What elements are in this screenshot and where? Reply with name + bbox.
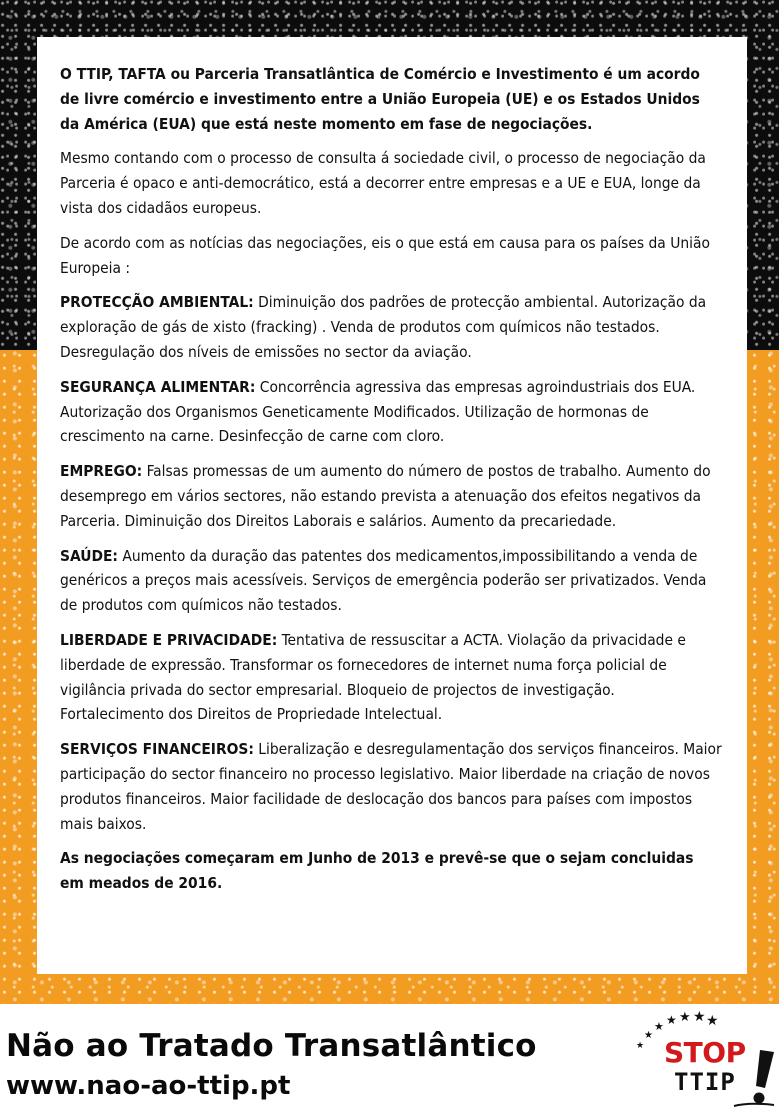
section-environment — [60, 290, 722, 364]
section-text: Liberalização e desregulamentação dos serviços financeiros. Maior participação do sector financeiro no processo legislativo. Maior liberdade na criação de novos produtos financeiros. Maior facilidade de deslocação dos bancos para países com impostos mais baixos. — [60, 740, 722, 833]
section-text: Falsas promessas de um aumento do número de postos de trabalho. Aumento do desemprego em vários sectores, não estando prevista a atenuação dos efeitos negativos da Parceria. Diminuição dos Direitos Laborais e salários. Aumento da precariedade. — [60, 462, 711, 530]
stop-ttip-logo — [634, 1008, 779, 1114]
svg-text:★: ★ — [654, 1020, 664, 1033]
document-body — [60, 62, 722, 906]
svg-text:★: ★ — [693, 1009, 706, 1025]
section-label: SEGURANÇA ALIMENTAR: — [60, 377, 256, 396]
section-text: Tentativa de ressuscitar a ACTA. Violação da privacidade e liberdade de expressão. Transformar os fornecedores de internet numa força policial de vigilância privada do sector empresarial. Bloqueio de projectos de investigação. Fortalecimento dos Direitos de Propriedade Intelectual. — [60, 630, 686, 724]
section-label: EMPREGO: — [60, 462, 143, 481]
closing-paragraph: As negociações começaram em Junho de 2013 e prevê-se que o sejam concluidas em meados de 2016. — [60, 849, 694, 893]
footer-url[interactable]: www.nao-ao-ttip.pt — [6, 1071, 291, 1101]
section-financial-services — [60, 737, 722, 836]
section-health — [60, 544, 722, 618]
footer-title: Não ao Tratado Transatlântico — [6, 1028, 537, 1064]
logo-ttip-text: TTIP — [674, 1068, 736, 1096]
svg-text:★: ★ — [679, 1010, 691, 1025]
paragraph-consultation: Mesmo contando com o processo de consulta á sociedade civil, o processo de negociação da Parceria é opaco e anti-democrático, está a decorrer entre empresas e a UE e EUA, longe da vista dos cidadãos europeus. — [60, 149, 706, 217]
svg-text:★: ★ — [666, 1013, 677, 1027]
paragraph-at-stake: De acordo com as notícias das negociações, eis o que está em causa para os países da União Europeia : — [60, 233, 710, 277]
section-label: SERVIÇOS FINANCEIROS: — [60, 740, 254, 759]
section-label: PROTECÇÃO AMBIENTAL: — [60, 293, 254, 312]
section-text: Aumento da duração das patentes dos medicamentos,impossibilitando a venda de genéricos a preços mais acessíveis. Serviços de emergência poderão ser privatizados. Venda de produtos com químicos não testados. — [60, 546, 707, 615]
svg-text:★: ★ — [636, 1041, 645, 1051]
section-label: SAÚDE: — [60, 546, 118, 565]
logo-stop-text: STOP — [664, 1036, 746, 1069]
section-text: Diminuição dos padrões de protecção ambiental. Autorização da exploração de gás de xisto (fracking) . Venda de produtos com químicos não testados. Desregulação dos níveis de emissões no sector da aviação. — [60, 293, 707, 361]
intro-paragraph: O TTIP, TAFTA ou Parceria Transatlântica de Comércio e Investimento é um acordo de livre comércio e investimento entre a União Europeia (UE) e os Estados Unidos da América (EUA) que está neste momento em fase de negociações. — [60, 65, 700, 133]
svg-text:★: ★ — [644, 1030, 653, 1041]
section-text: Concorrência agressiva das empresas agroindustriais dos EUA. Autorização dos Organismos Geneticamente Modificados. Utilização de hormonas de crescimento na carne. Desinfecção de carne com cloro. — [60, 377, 696, 446]
section-freedom-privacy — [60, 628, 722, 727]
svg-text:★: ★ — [706, 1013, 719, 1029]
section-employment — [60, 459, 722, 533]
section-label: LIBERDADE E PRIVACIDADE: — [60, 630, 278, 649]
section-food-safety — [60, 375, 722, 449]
